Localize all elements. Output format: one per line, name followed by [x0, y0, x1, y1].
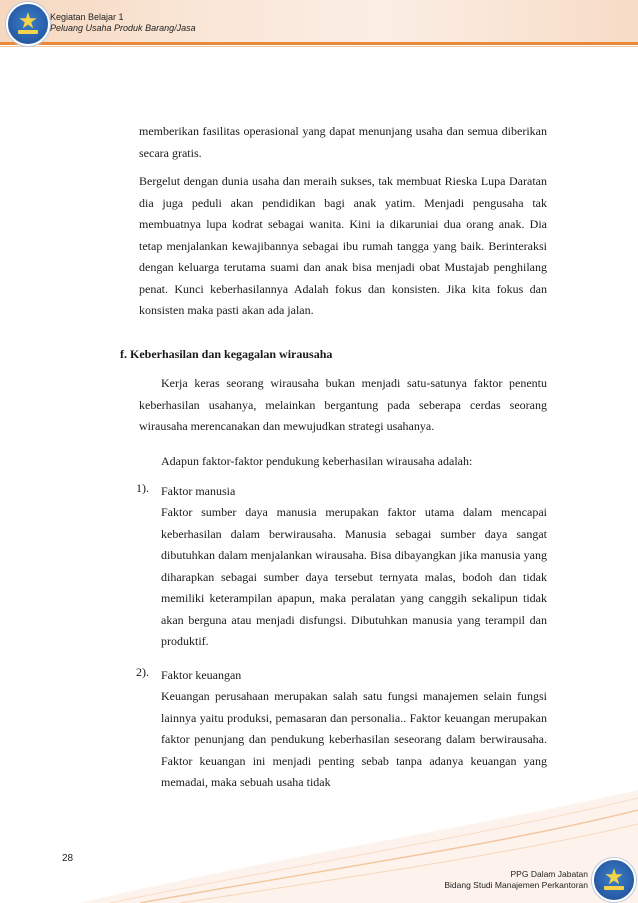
paragraph-4: Adapun faktor-faktor pendukung keberhasilan wirausaha adalah: — [161, 454, 473, 468]
list-item-2-title: Faktor keuangan — [161, 668, 242, 682]
paragraph-2: Bergelut dengan dunia usaha dan meraih sukses, tak membuat Rieska Lupa Daratan dia juga peduli akan pendidikan bagi anak yatim. Menjadi pengusaha tak membuatnya lupa kodrat sebagai wanita. Kini ia dikaruniai dua orang anak. Dia tetap menjalankan kewajibannya sebagai ibu rumah tangga yang baik. Berinteraksi dengan keluarga terutama suami dan anak bisa menjadi obat Mustajab penghilang penat. Kunci keberhasilannya Adalah fokus dan konsisten. Jika kita fokus dan konsisten maka pasti akan ada jalan. — [139, 174, 547, 317]
list-item-1-body: Faktor sumber daya manusia merupakan faktor utama dalam mencapai keberhasilan dalam berwirausaha. Manusia sebagai sumber daya sangat dibutuhkan dalam menjalankan wirausaha. Bisa dibayangkan jika manusia yang diharapkan sebagai sumber daya tersebut ternyata malas, bodoh dan tidak memiliki keterampilan apapun, maka peralatan yang canggih sekalipun tidak akan berguna atau menjadi disfungsi. Dibutuhkan manusia yang terampil dan produktif. — [161, 505, 547, 648]
section-heading: f. Keberhasilan dan kegagalan wirausaha — [120, 347, 333, 361]
header-divider — [0, 42, 638, 45]
list-number-1: 1). — [136, 481, 149, 495]
page-number: 28 — [62, 853, 74, 864]
tut-wuri-logo-footer-icon — [592, 858, 636, 902]
list-number-2: 2). — [136, 665, 149, 679]
header-divider-thin — [0, 46, 638, 47]
paragraph-1: memberikan fasilitas operasional yang dapat menunjang usaha dan semua diberikan secara gratis. — [139, 124, 547, 160]
footer-line2: Bidang Studi Manajemen Perkantoran — [444, 880, 588, 890]
star-icon — [605, 868, 623, 886]
header-line2: Peluang Usaha Produk Barang/Jasa — [50, 23, 196, 33]
tut-wuri-logo-icon — [6, 2, 50, 46]
footer-text — [444, 869, 588, 891]
footer-line1: PPG Dalam Jabatan — [510, 869, 588, 879]
header-title — [50, 12, 196, 34]
star-icon — [19, 12, 37, 30]
header-line1: Kegiatan Belajar 1 — [50, 12, 124, 22]
list-item-1-title: Faktor manusia — [161, 484, 236, 498]
list-item-2-body: Keuangan perusahaan merupakan salah satu fungsi manajemen selain fungsi lainnya yaitu produksi, pemasaran dan personalia.. Faktor keuangan merupakan faktor penunjang dan pendukung keberhasilan seseorang dalam berwirausaha. Faktor keuangan ini menjadi penting sebab tanpa adanya keuangan yang memadai, maka sebuah usaha tidak — [161, 689, 547, 789]
paragraph-3: Kerja keras seorang wirausaha bukan menjadi satu-satunya faktor penentu keberhasilan usahanya, melainkan bergantung pada seberapa cerdas seorang wirausaha merencanakan dan mewujudkan strategi usahanya. — [139, 376, 547, 433]
